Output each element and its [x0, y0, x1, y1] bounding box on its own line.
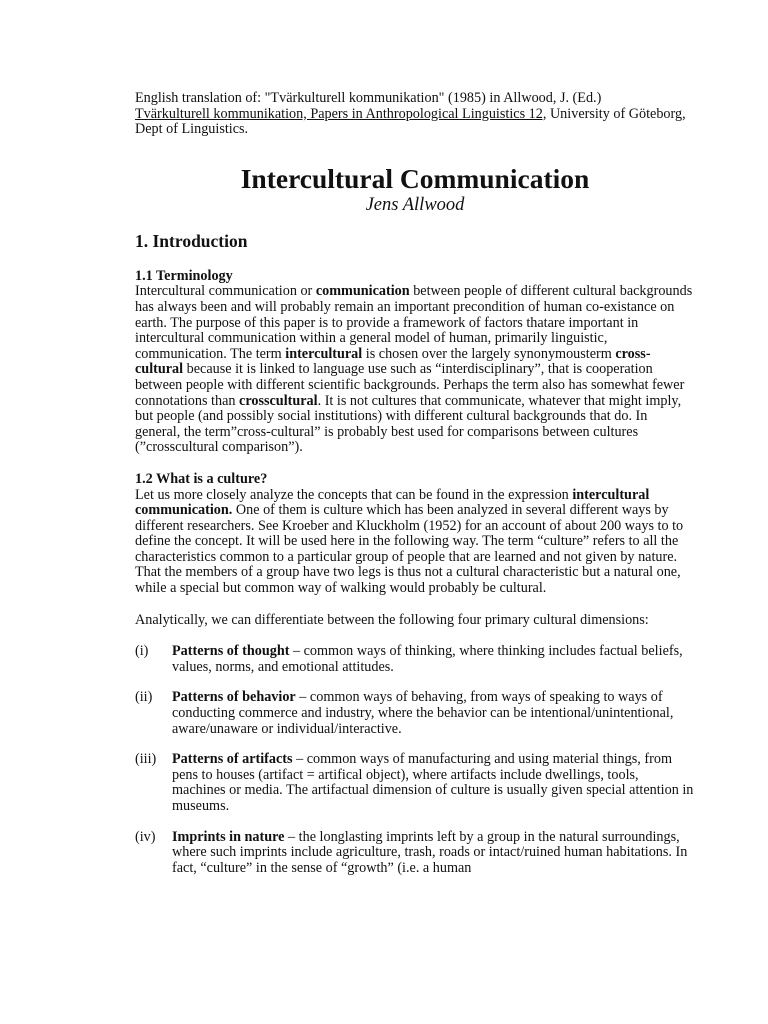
- dimension-text: – common ways of manufacturing and using material things, from pens to houses (artifact = artifical object), where artifacts include dwellings, tools, machines or media. The artifactual dimension of culture is usually given special attention in museums.: [172, 751, 694, 814]
- dimension-number: (iii): [135, 751, 157, 768]
- dimension-number: (iv): [135, 828, 156, 845]
- dimension-number: (i): [135, 643, 149, 660]
- culture-paragraph: Let us more closely analyze the concepts that can be found in the expression intercultural communication. One of them is culture which has been analyzed in several different ways by different researchers. See Kroeber and Kluckholm (1952) for an account of about 200 ways to to define the concept. It will be used here in the following way. The term “culture” refers to all the characteristics common to a particular group of people that are learned and not given by nature. That the members of a group have two legs is thus not a cultural characteristic but a natural one, while a special but common way of walking would probably be cultural.: [135, 486, 684, 597]
- terminology-paragraph: Intercultural communication or communication between people of different cultural backgrounds has always been and will probably remain an important precondition of human co-existance on earth. The purpose of this paper is to provide a framework of factors thatare important in intercultural communication within a general model of human, primarily linguistic, communication. The term intercultural is chosen over the largely synonymousterm cross-cultural because it is linked to language use such as “interdisciplinary”, that is cooperation between people with different scientific backgrounds. Perhaps the term also has somewhat fewer connotations than crosscultural. It is not cultures that communicate, whatever that might imply, but people (and possibly social institutions) with different cultural backgrounds that do. In general, the term”cross-cultural” is probably best used for comparisons between cultures (”crosscultural comparison”).: [135, 283, 693, 456]
- dimension-term: Imprints in nature: [172, 828, 285, 845]
- dimension-item: [135, 830, 695, 877]
- dimension-term: Patterns of thought: [172, 643, 290, 660]
- document-title: Intercultural Communication: [240, 162, 590, 194]
- dimension-text: – common ways of thinking, where thinking includes factual beliefs, values, norms, and emotional attitudes.: [172, 643, 683, 675]
- dimension-text: – the longlasting imprints left by a group in the natural surroundings, where such imprints include agriculture, trash, roads or intact/ruined human habitations. In fact, “culture” in the sense of “growth” (i.e. a human: [172, 828, 688, 876]
- dimension-term: Patterns of artifacts: [172, 751, 293, 768]
- source-tail: University of Göteborg, Dept of Linguistics.: [135, 105, 686, 138]
- dimension-item: [135, 644, 695, 675]
- section-heading-introduction: 1. Introduction: [135, 230, 248, 251]
- document-page: [135, 91, 695, 891]
- analytic-paragraph: Analytically, we can differentiate between the following four primary cultural dimensions:: [135, 611, 649, 628]
- source-line: English translation of: "Tvärkulturell kommunikation" (1985) in Allwood, J. (Ed.): [135, 90, 602, 106]
- subsection-heading-culture: 1.2 What is a culture?: [135, 470, 268, 487]
- document-author: Jens Allwood: [365, 194, 465, 215]
- source-note: [135, 91, 695, 138]
- dimension-term: Patterns of behavior: [172, 689, 296, 706]
- source-publication: Tvärkulturell kommunikation, Papers in Anthropological Linguistics 12,: [135, 105, 547, 122]
- dimension-item: [135, 690, 695, 737]
- dimension-item: [135, 752, 695, 814]
- dimension-text: – common ways of behaving, from ways of speaking to ways of conducting commerce and industry, where the behavior can be intentional/unintentional, aware/unaware or individual/interactive.: [172, 689, 674, 737]
- dimension-number: (ii): [135, 689, 153, 706]
- subsection-heading-terminology: 1.1 Terminology: [135, 267, 233, 284]
